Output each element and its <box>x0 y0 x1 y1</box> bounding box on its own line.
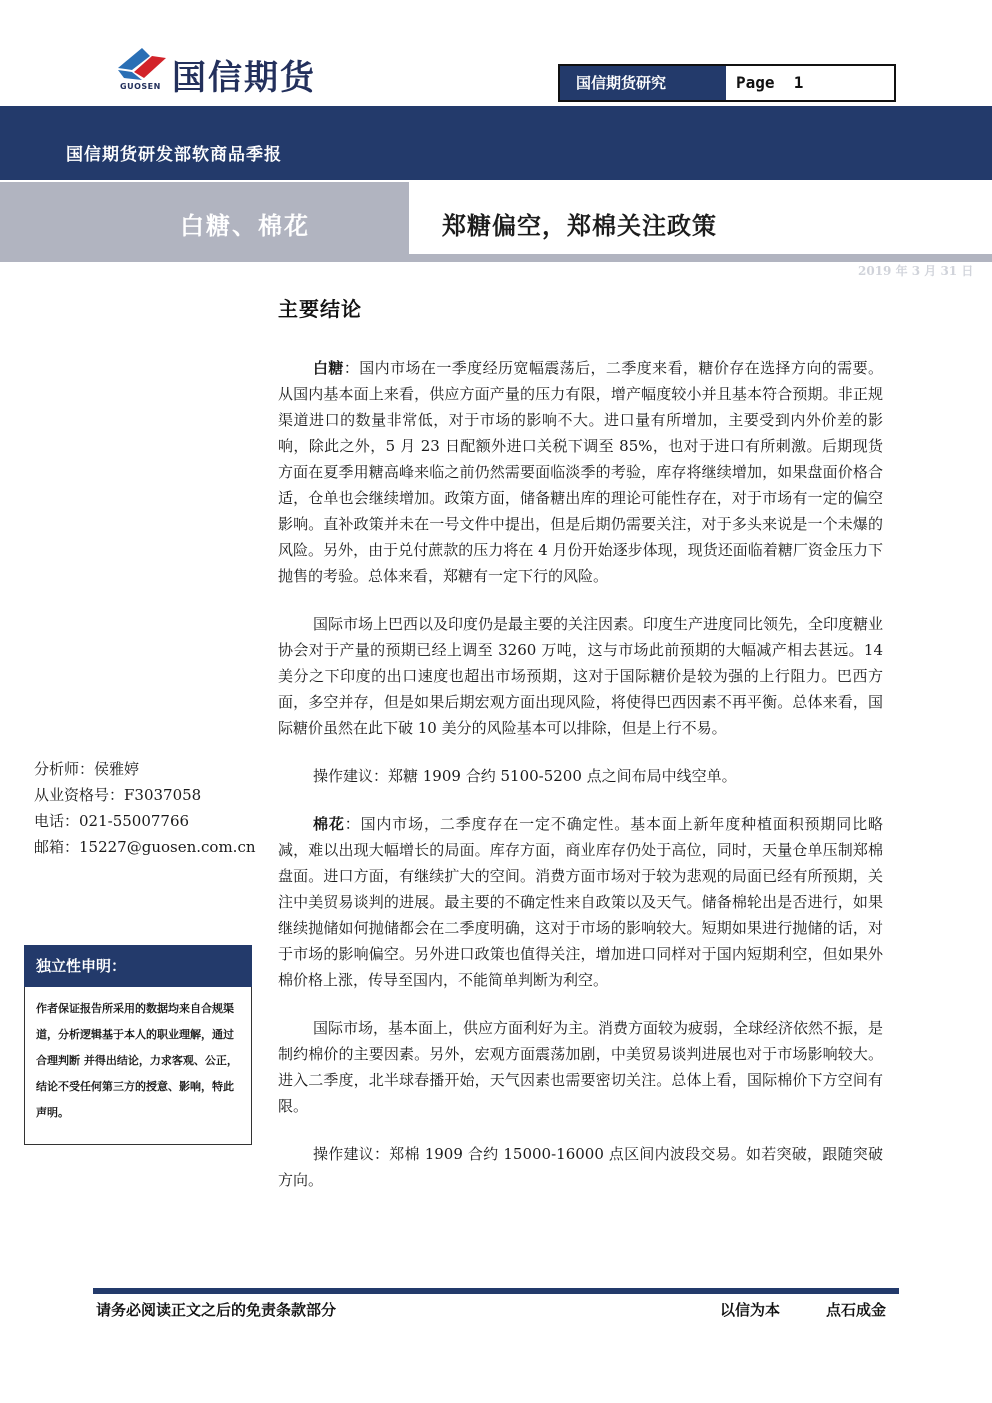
analyst-name: 分析师：侯雅婷 <box>34 760 140 778</box>
analyst-email[interactable]: 邮箱：15227@guosen.com.cn <box>34 838 256 856</box>
logo-subtext: GUOSEN <box>120 82 161 91</box>
research-label: 国信期货研究 <box>560 66 726 100</box>
footer-slogan-2: 点石成金 <box>826 1301 887 1319</box>
guosen-logo-icon <box>114 44 170 86</box>
section-title: 主要结论 <box>278 297 362 321</box>
category-label: 白糖、棉花 <box>180 211 310 240</box>
report-title: 郑糖偏空，郑棉关注政策 <box>442 211 717 240</box>
page-number: Page 1 <box>736 73 804 92</box>
analyst-phone: 电话：021-55007766 <box>34 812 190 830</box>
paragraph-sugar-domestic <box>278 355 883 589</box>
paragraph-cotton-advice: 操作建议：郑棉 1909 合约 15000-16000 点区间内波段交易。如若突破，跟随突破方向。 <box>278 1145 883 1189</box>
footer-rule <box>93 1288 899 1294</box>
paragraph-cotton-international: 国际市场，基本面上，供应方面利好为主。消费方面较为疲弱，全球经济依然不振，是制约棉价的主要因素。另外，宏观方面震荡加剧，中美贸易谈判进展也对于市场影响较大。进入二季度，北半球春播开始，天气因素也需要密切关注。总体上看，国际棉价下方空间有限。 <box>278 1019 884 1115</box>
paragraph-text: ：国内市场，二季度存在一定不确定性。基本面上新年度种植面积预期同比略减，难以出现大幅增长的局面。库存方面，商业库存仍处于高位，同时，天量仓单压制郑棉盘面。进口方面，有继续扩大的空间。消费方面市场对于较为悲观的局面已经有所预期，关注中美贸易谈判的进展。最主要的不确定性来自政策以及天气。储备棉轮出是否进行，如果继续抛储如何抛储都会在二季度明确，这对于市场的影响较大。短期如果进行抛储的话，对于市场的影响偏空。另外进口政策也值得关注，增加进口同样对于国内短期利空，但如果外棉价格上涨，传导至国内，不能简单判断为利空。 <box>278 815 883 989</box>
footer-slogan-1: 以信为本 <box>720 1301 781 1319</box>
report-date: 2019 年 3 月 31 日 <box>858 264 974 278</box>
disclaimer-text: 作者保证报告所采用的数据均来自合规渠道，分析逻辑基于本人的职业理解，通过合理判断 并得出结论，力求客观、公正，结论不受任何第三方的授意、影响，特此声明。 <box>36 1002 238 1119</box>
analyst-info <box>34 756 256 860</box>
disclaimer-title: 独立性申明： <box>24 945 252 987</box>
main-content <box>278 355 883 1215</box>
analyst-license: 从业资格号：F3037058 <box>34 786 202 804</box>
logo-text: 国信期货 <box>172 58 316 98</box>
paragraph-sugar-international: 国际市场上巴西以及印度仍是最主要的关注因素。印度生产进度同比领先，全印度糖业协会对于产量的预期已经上调至 3260 万吨，这与市场此前预期的大幅减产相去甚远。14 美分之下印度的出口速度也超出市场预期，这对于国际糖价是较为强的上行阻力。巴西方面，多空并存，但是如果后期宏观方面出现风险，将使得巴西因素不再平衡。总体来看，国际糖价虽然在此下破 10 美分的风险基本可以排除，但是上行不易。 <box>278 615 884 737</box>
cotton-label: 棉花 <box>313 815 345 833</box>
paragraph-text: ：国内市场在一季度经历宽幅震荡后，二季度来看，糖价存在选择方向的需要。从国内基本面上来看，供应方面产量的压力有限，增产幅度较小并且基本符合预期。非正规渠道进口的数量非常低，对于市场的影响不大。进口量有所增加，主要受到内外价差的影响，除此之外，5 月 23 日配额外进口关税下调至 85%，也对于进口有所刺激。后期现货方面在夏季用糖高峰来临之前仍然需要面临淡季的考验，库存将继续增加，如果盘面价格合适，仓单也会继续增加。政策方面，储备糖出库的理论可能性存在，对于市场有一定的偏空影响。直补政策并未在一号文件中提出，但是后期仍需要关注，对于多头来说是一个未爆的风险。另外，由于兑付蔗款的压力将在 4 月份开始逐步体现，现货还面临着糖厂资金压力下抛售的考验。总体来看，郑糖有一定下行的风险。 <box>278 359 883 585</box>
paragraph-sugar-advice: 操作建议：郑糖 1909 合约 5100-5200 点之间布局中线空单。 <box>313 767 737 785</box>
department-title: 国信期货研发部软商品季报 <box>66 145 282 165</box>
sugar-label: 白糖 <box>313 359 344 377</box>
paragraph-cotton-domestic <box>278 811 883 993</box>
footer-notice: 请务必阅读正文之后的免责条款部分 <box>96 1301 337 1319</box>
